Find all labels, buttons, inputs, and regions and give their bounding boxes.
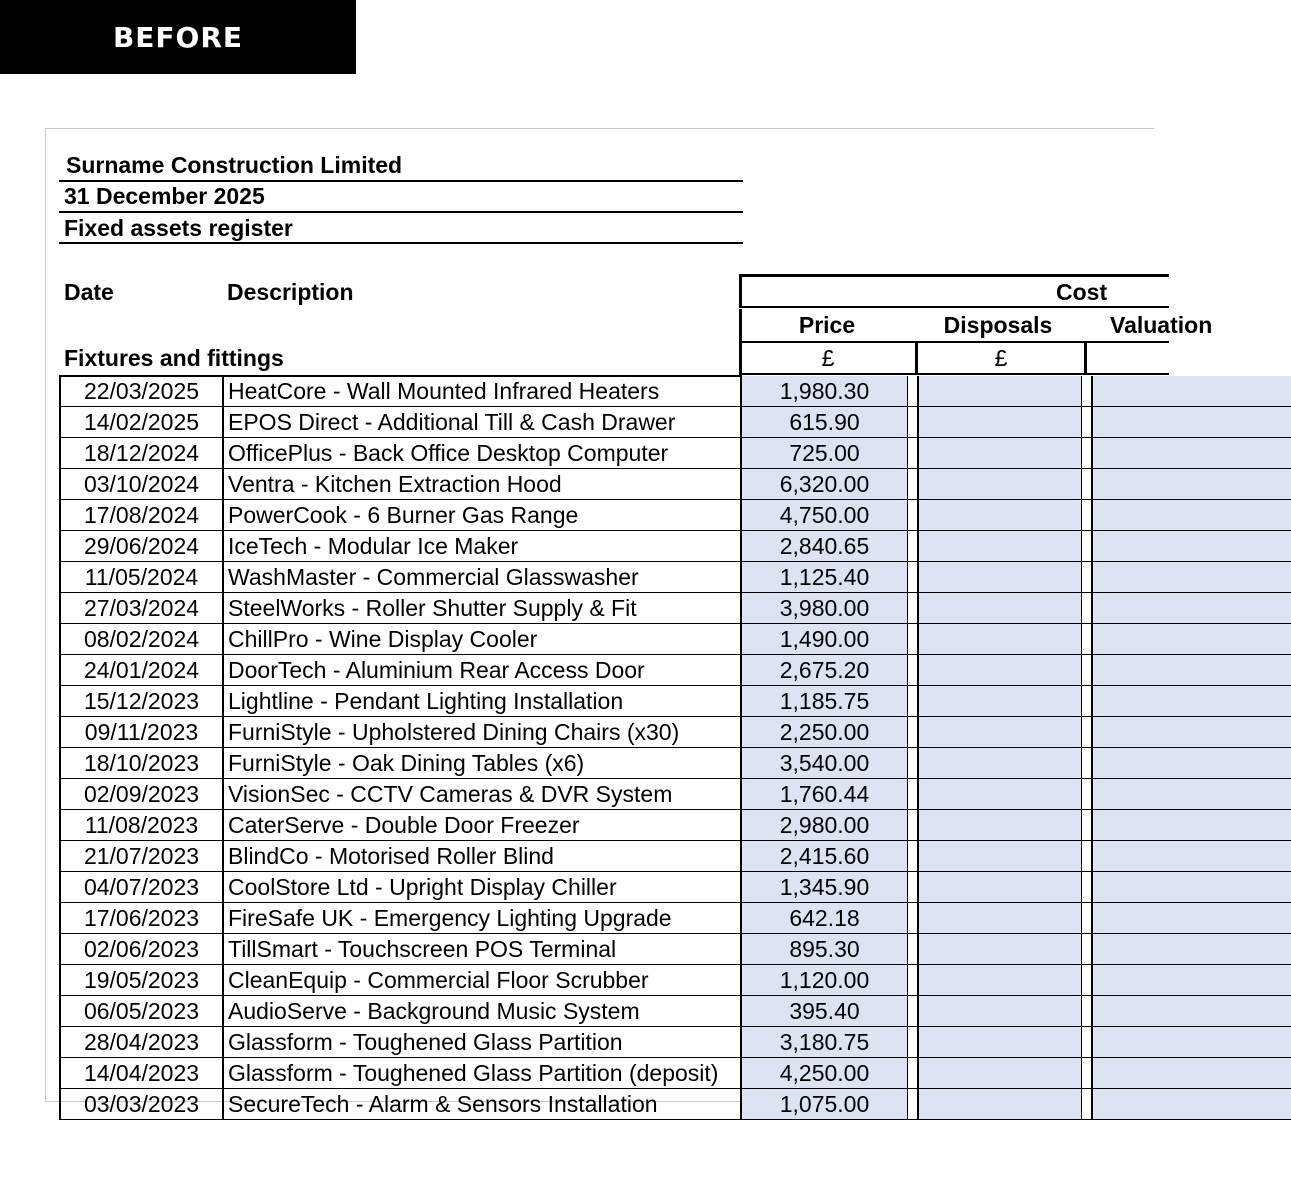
column-gap: [1081, 655, 1091, 686]
asset-description-cell[interactable]: Glassform - Toughened Glass Partition: [222, 1027, 740, 1058]
table-row[interactable]: [59, 531, 1259, 562]
asset-valuation-cell[interactable]: [1091, 779, 1291, 810]
table-row[interactable]: [59, 438, 1259, 469]
asset-price-cell[interactable]: 615.90: [740, 407, 907, 438]
asset-price-cell[interactable]: 4,250.00: [740, 1058, 907, 1089]
column-gap: [907, 531, 917, 562]
asset-description-cell[interactable]: FurniStyle - Oak Dining Tables (x6): [222, 748, 740, 779]
asset-description-cell[interactable]: SteelWorks - Roller Shutter Supply & Fit: [222, 593, 740, 624]
asset-description-cell[interactable]: PowerCook - 6 Burner Gas Range: [222, 500, 740, 531]
column-gap: [1081, 407, 1091, 438]
table-row[interactable]: [59, 655, 1259, 686]
column-gap: [907, 376, 917, 407]
asset-description-cell[interactable]: Lightline - Pendant Lighting Installation: [222, 686, 740, 717]
asset-description-cell[interactable]: Glassform - Toughened Glass Partition (deposit): [222, 1058, 740, 1089]
table-row[interactable]: [59, 810, 1259, 841]
column-gap: [907, 1089, 917, 1120]
table-row[interactable]: [59, 996, 1259, 1027]
asset-description-cell[interactable]: IceTech - Modular Ice Maker: [222, 531, 740, 562]
table-row[interactable]: [59, 376, 1259, 407]
asset-date-cell[interactable]: 03/03/2023: [59, 1089, 222, 1120]
asset-date-cell[interactable]: 17/08/2024: [59, 500, 222, 531]
column-gap: [1081, 469, 1091, 500]
asset-date-cell[interactable]: 21/07/2023: [59, 841, 222, 872]
asset-disposals-cell[interactable]: [917, 407, 1081, 438]
column-gap: [1081, 562, 1091, 593]
column-gap: [907, 686, 917, 717]
column-gap: [907, 965, 917, 996]
asset-valuation-cell[interactable]: [1091, 872, 1291, 903]
asset-date-cell[interactable]: 04/07/2023: [59, 872, 222, 903]
asset-valuation-cell[interactable]: [1091, 624, 1291, 655]
asset-disposals-cell[interactable]: [917, 500, 1081, 531]
column-gap: [907, 624, 917, 655]
before-badge: BEFORE: [0, 0, 356, 74]
table-row[interactable]: [59, 903, 1259, 934]
asset-valuation-cell[interactable]: [1091, 965, 1291, 996]
table-row[interactable]: [59, 1027, 1259, 1058]
asset-disposals-cell[interactable]: [917, 1058, 1081, 1089]
table-row[interactable]: [59, 748, 1259, 779]
asset-description-cell[interactable]: OfficePlus - Back Office Desktop Computer: [222, 438, 740, 469]
asset-date-cell[interactable]: 11/05/2024: [59, 562, 222, 593]
report-title: Fixed assets register: [64, 215, 293, 241]
column-gap: [1081, 934, 1091, 965]
asset-price-cell[interactable]: 4,750.00: [740, 500, 907, 531]
asset-date-cell[interactable]: 18/12/2024: [59, 438, 222, 469]
asset-disposals-cell[interactable]: [917, 624, 1081, 655]
currency-disposals: £: [994, 345, 1008, 371]
asset-valuation-cell[interactable]: [1091, 500, 1291, 531]
column-gap: [1081, 624, 1091, 655]
asset-valuation-cell[interactable]: [1091, 376, 1291, 407]
asset-valuation-cell[interactable]: [1091, 934, 1291, 965]
asset-disposals-cell[interactable]: [917, 872, 1081, 903]
asset-valuation-cell[interactable]: [1091, 1027, 1291, 1058]
asset-disposals-cell[interactable]: [917, 376, 1081, 407]
cost-header-label: Cost: [1056, 279, 1108, 305]
asset-disposals-cell[interactable]: [917, 1089, 1081, 1120]
asset-valuation-cell[interactable]: [1091, 903, 1291, 934]
asset-valuation-cell[interactable]: [1091, 841, 1291, 872]
asset-valuation-cell[interactable]: [1091, 655, 1291, 686]
asset-description-cell[interactable]: CaterServe - Double Door Freezer: [222, 810, 740, 841]
asset-disposals-cell[interactable]: [917, 965, 1081, 996]
asset-date-cell[interactable]: 27/03/2024: [59, 593, 222, 624]
asset-disposals-cell[interactable]: [917, 438, 1081, 469]
table-row[interactable]: [59, 407, 1259, 438]
asset-price-cell[interactable]: 1,760.44: [740, 779, 907, 810]
table-row[interactable]: [59, 686, 1259, 717]
asset-date-cell[interactable]: 22/03/2025: [59, 376, 222, 407]
table-row[interactable]: [59, 593, 1259, 624]
asset-date-cell[interactable]: 09/11/2023: [59, 717, 222, 748]
asset-price-cell[interactable]: 1,075.00: [740, 1089, 907, 1120]
asset-disposals-cell[interactable]: [917, 562, 1081, 593]
table-row[interactable]: [59, 469, 1259, 500]
asset-rows: [46, 129, 1154, 1117]
asset-date-cell[interactable]: 14/04/2023: [59, 1058, 222, 1089]
column-gap: [1081, 1058, 1091, 1089]
asset-date-cell[interactable]: 19/05/2023: [59, 965, 222, 996]
column-header-valuation: Valuation: [1110, 312, 1213, 338]
asset-description-cell[interactable]: WashMaster - Commercial Glasswasher: [222, 562, 740, 593]
company-name: Surname Construction Limited: [66, 152, 403, 178]
column-gap: [907, 1027, 917, 1058]
asset-date-cell[interactable]: 29/06/2024: [59, 531, 222, 562]
column-gap: [1081, 376, 1091, 407]
asset-price-cell[interactable]: 725.00: [740, 438, 907, 469]
column-gap: [1081, 996, 1091, 1027]
asset-valuation-cell[interactable]: [1091, 438, 1291, 469]
table-row[interactable]: [59, 872, 1259, 903]
asset-disposals-cell[interactable]: [917, 810, 1081, 841]
column-gap: [907, 500, 917, 531]
asset-disposals-cell[interactable]: [917, 531, 1081, 562]
column-gap: [1081, 872, 1091, 903]
table-row[interactable]: [59, 624, 1259, 655]
asset-valuation-cell[interactable]: [1091, 810, 1291, 841]
column-gap: [907, 810, 917, 841]
asset-description-cell[interactable]: CleanEquip - Commercial Floor Scrubber: [222, 965, 740, 996]
table-row[interactable]: [59, 841, 1259, 872]
asset-valuation-cell[interactable]: [1091, 593, 1291, 624]
column-gap: [907, 1058, 917, 1089]
asset-description-cell[interactable]: HeatCore - Wall Mounted Infrared Heaters: [222, 376, 740, 407]
asset-date-cell[interactable]: 06/05/2023: [59, 996, 222, 1027]
asset-price-cell[interactable]: 2,250.00: [740, 717, 907, 748]
column-gap: [907, 593, 917, 624]
asset-valuation-cell[interactable]: [1091, 531, 1291, 562]
asset-valuation-cell[interactable]: [1091, 717, 1291, 748]
column-header-disposals: Disposals: [943, 312, 1053, 338]
asset-disposals-cell[interactable]: [917, 934, 1081, 965]
table-row[interactable]: [59, 562, 1259, 593]
asset-price-cell[interactable]: 1,980.30: [740, 376, 907, 407]
report-date: 31 December 2025: [64, 183, 265, 209]
asset-description-cell[interactable]: CoolStore Ltd - Upright Display Chiller: [222, 872, 740, 903]
asset-description-cell[interactable]: FurniStyle - Upholstered Dining Chairs (x30): [222, 717, 740, 748]
asset-date-cell[interactable]: 02/09/2023: [59, 779, 222, 810]
column-gap: [1081, 748, 1091, 779]
table-row[interactable]: [59, 500, 1259, 531]
column-gap: [1081, 965, 1091, 996]
asset-price-cell[interactable]: 2,840.65: [740, 531, 907, 562]
column-gap: [1081, 438, 1091, 469]
asset-price-cell[interactable]: 2,415.60: [740, 841, 907, 872]
asset-valuation-cell[interactable]: [1091, 562, 1291, 593]
column-gap: [907, 934, 917, 965]
table-row[interactable]: [59, 965, 1259, 996]
spreadsheet: [45, 128, 1213, 1117]
column-gap: [907, 407, 917, 438]
asset-price-cell[interactable]: 395.40: [740, 996, 907, 1027]
column-header-price: Price: [798, 312, 856, 338]
column-gap: [1081, 903, 1091, 934]
asset-price-cell[interactable]: 1,120.00: [740, 965, 907, 996]
asset-disposals-cell[interactable]: [917, 686, 1081, 717]
asset-disposals-cell[interactable]: [917, 779, 1081, 810]
column-gap: [907, 841, 917, 872]
asset-price-cell[interactable]: 3,540.00: [740, 748, 907, 779]
asset-disposals-cell[interactable]: [917, 1027, 1081, 1058]
asset-description-cell[interactable]: AudioServe - Background Music System: [222, 996, 740, 1027]
asset-price-cell[interactable]: 2,675.20: [740, 655, 907, 686]
column-gap: [907, 562, 917, 593]
column-gap: [907, 996, 917, 1027]
table-row[interactable]: [59, 1058, 1259, 1089]
column-gap: [907, 655, 917, 686]
column-gap: [907, 779, 917, 810]
table-row[interactable]: [59, 1089, 1259, 1120]
table-row[interactable]: [59, 934, 1259, 965]
asset-valuation-cell[interactable]: [1091, 748, 1291, 779]
column-gap: [907, 469, 917, 500]
column-gap: [1081, 1027, 1091, 1058]
asset-valuation-cell[interactable]: [1091, 996, 1291, 1027]
asset-description-cell[interactable]: SecureTech - Alarm & Sensors Installation: [222, 1089, 740, 1120]
asset-valuation-cell[interactable]: [1091, 686, 1291, 717]
asset-price-cell[interactable]: 1,490.00: [740, 624, 907, 655]
asset-date-cell[interactable]: 08/02/2024: [59, 624, 222, 655]
asset-disposals-cell[interactable]: [917, 841, 1081, 872]
column-gap: [907, 438, 917, 469]
column-gap: [1081, 531, 1091, 562]
asset-date-cell[interactable]: 14/02/2025: [59, 407, 222, 438]
asset-disposals-cell[interactable]: [917, 593, 1081, 624]
asset-description-cell[interactable]: EPOS Direct - Additional Till & Cash Drawer: [222, 407, 740, 438]
asset-description-cell[interactable]: BlindCo - Motorised Roller Blind: [222, 841, 740, 872]
asset-description-cell[interactable]: VisionSec - CCTV Cameras & DVR System: [222, 779, 740, 810]
asset-disposals-cell[interactable]: [917, 655, 1081, 686]
asset-price-cell[interactable]: 895.30: [740, 934, 907, 965]
asset-price-cell[interactable]: 2,980.00: [740, 810, 907, 841]
asset-price-cell[interactable]: 1,185.75: [740, 686, 907, 717]
asset-valuation-cell[interactable]: [1091, 469, 1291, 500]
asset-description-cell[interactable]: FireSafe UK - Emergency Lighting Upgrade: [222, 903, 740, 934]
asset-disposals-cell[interactable]: [917, 996, 1081, 1027]
column-header-date: Date: [64, 279, 114, 305]
asset-disposals-cell[interactable]: [917, 903, 1081, 934]
asset-date-cell[interactable]: 11/08/2023: [59, 810, 222, 841]
column-gap: [1081, 810, 1091, 841]
column-header-description: Description: [227, 279, 354, 305]
currency-price: £: [821, 345, 835, 371]
column-gap: [1081, 779, 1091, 810]
asset-description-cell[interactable]: ChillPro - Wine Display Cooler: [222, 624, 740, 655]
asset-description-cell[interactable]: TillSmart - Touchscreen POS Terminal: [222, 934, 740, 965]
asset-disposals-cell[interactable]: [917, 717, 1081, 748]
table-row[interactable]: [59, 717, 1259, 748]
asset-date-cell[interactable]: 15/12/2023: [59, 686, 222, 717]
column-gap: [1081, 1089, 1091, 1120]
asset-price-cell[interactable]: 1,345.90: [740, 872, 907, 903]
asset-valuation-cell[interactable]: [1091, 1058, 1291, 1089]
asset-description-cell[interactable]: DoorTech - Aluminium Rear Access Door: [222, 655, 740, 686]
column-gap: [907, 748, 917, 779]
asset-date-cell[interactable]: 24/01/2024: [59, 655, 222, 686]
column-gap: [1081, 841, 1091, 872]
table-row[interactable]: [59, 779, 1259, 810]
asset-date-cell[interactable]: 18/10/2023: [59, 748, 222, 779]
asset-date-cell[interactable]: 17/06/2023: [59, 903, 222, 934]
column-gap: [907, 903, 917, 934]
asset-price-cell[interactable]: 3,980.00: [740, 593, 907, 624]
asset-price-cell[interactable]: 1,125.40: [740, 562, 907, 593]
column-gap: [1081, 686, 1091, 717]
asset-description-cell[interactable]: Ventra - Kitchen Extraction Hood: [222, 469, 740, 500]
asset-price-cell[interactable]: 6,320.00: [740, 469, 907, 500]
asset-date-cell[interactable]: 03/10/2024: [59, 469, 222, 500]
asset-disposals-cell[interactable]: [917, 469, 1081, 500]
asset-price-cell[interactable]: 642.18: [740, 903, 907, 934]
column-gap: [907, 872, 917, 903]
asset-disposals-cell[interactable]: [917, 748, 1081, 779]
asset-price-cell[interactable]: 3,180.75: [740, 1027, 907, 1058]
column-gap: [1081, 717, 1091, 748]
column-gap: [1081, 500, 1091, 531]
section-heading: Fixtures and fittings: [64, 345, 284, 371]
column-gap: [1081, 593, 1091, 624]
column-gap: [907, 717, 917, 748]
asset-date-cell[interactable]: 28/04/2023: [59, 1027, 222, 1058]
asset-valuation-cell[interactable]: [1091, 1089, 1291, 1120]
asset-date-cell[interactable]: 02/06/2023: [59, 934, 222, 965]
asset-valuation-cell[interactable]: [1091, 407, 1291, 438]
